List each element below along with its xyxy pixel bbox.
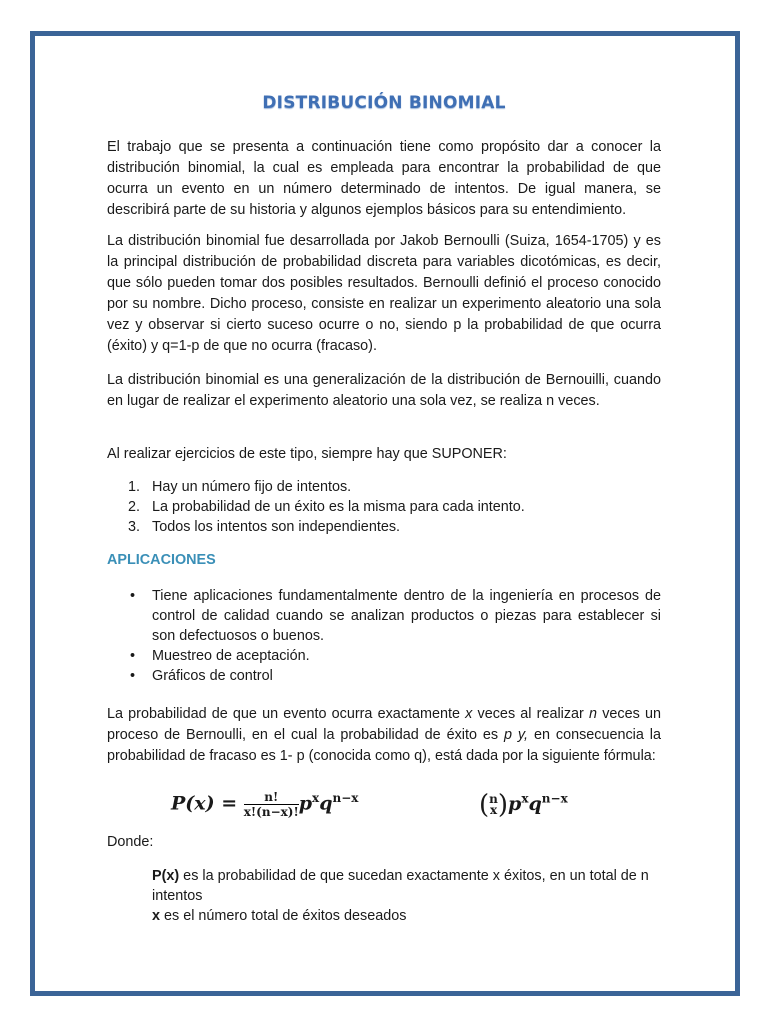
list-item: • Tiene aplicaciones fundamentalmente dentro de la ingeniería en procesos de control de calidad cuando se analizan productos o piezas para establecer si son defectuosos o buenos. <box>130 588 661 644</box>
list-item: 1. Hay un número fijo de intentos. <box>128 479 352 495</box>
list-item: • Gráficos de control <box>130 668 273 684</box>
list-item: 3. Todos los intentos son independientes. <box>128 519 401 535</box>
definition-x: x es el número total de éxitos deseados <box>152 908 407 924</box>
binomial-formula: P(x) = $\frac{n!}{x!(n-x)!}$ $p^xq^{n-x}$ <box>171 790 359 819</box>
fraction: $\frac{n!}{x!(n-x)!}$ <box>243 790 299 819</box>
donde-label: Donde: <box>107 834 154 850</box>
document-title: DISTRIBUCIÓN BINOMIAL <box>262 93 506 113</box>
history-paragraph: La distribución binomial fue desarrollada por Jakob Bernoulli (Suiza, 1654-1705) y es la principal distribución de probabilidad discreta para variables dicotómicas, es decir, que sólo pueden tomar dos posibles resultados. Bernoulli definió el proceso conocido por su nombre. Dicho proceso, consiste en realizar un experimento aleatorio una sola vez y observar si cierto suceso ocurre o no, siendo p la probabilidad de que ocurra (éxito) y q=1-p de que no ocurra (fracaso). <box>107 233 661 354</box>
applications-list <box>107 586 661 686</box>
assumptions-list <box>107 477 661 537</box>
generalization-paragraph: La distribución binomial es una generalización de la distribución de Bernouilli, cuando en lugar de realizar el experimento aleatorio una sola vez, se realiza n veces. <box>107 372 661 409</box>
definition-px: P(x) es la probabilidad de que sucedan exactamente x éxitos, en un total de n intentos <box>152 868 649 904</box>
section-heading-applications: APLICACIONES <box>107 552 216 568</box>
formula-intro-paragraph: La probabilidad de que un evento ocurra exactamente x veces al realizar n veces un proceso de Bernoulli, en el cual la probabilidad de éxito es p y, en consecuencia la probabilidad de fracaso es 1- p (conocida como q), está dada por la siguiente fórmula: <box>107 706 661 764</box>
assume-paragraph: Al realizar ejercicios de este tipo, siempre hay que SUPONER: <box>107 446 507 462</box>
list-item: 2. La probabilidad de un éxito es la misma para cada intento. <box>128 499 525 515</box>
intro-paragraph: El trabajo que se presenta a continuación tiene como propósito dar a conocer la distribución binomial, la cual es empleada para encontrar la probabilidad de que ocurra un evento en un número determinado de intentos. De igual manera, se describirá parte de su historia y algunos ejemplos básicos para su entendimiento. <box>107 139 661 218</box>
binomial-coefficient-formula: ( n x )$p^xq^{n-x}$ <box>479 790 568 820</box>
list-item: • Muestreo de aceptación. <box>130 648 310 664</box>
